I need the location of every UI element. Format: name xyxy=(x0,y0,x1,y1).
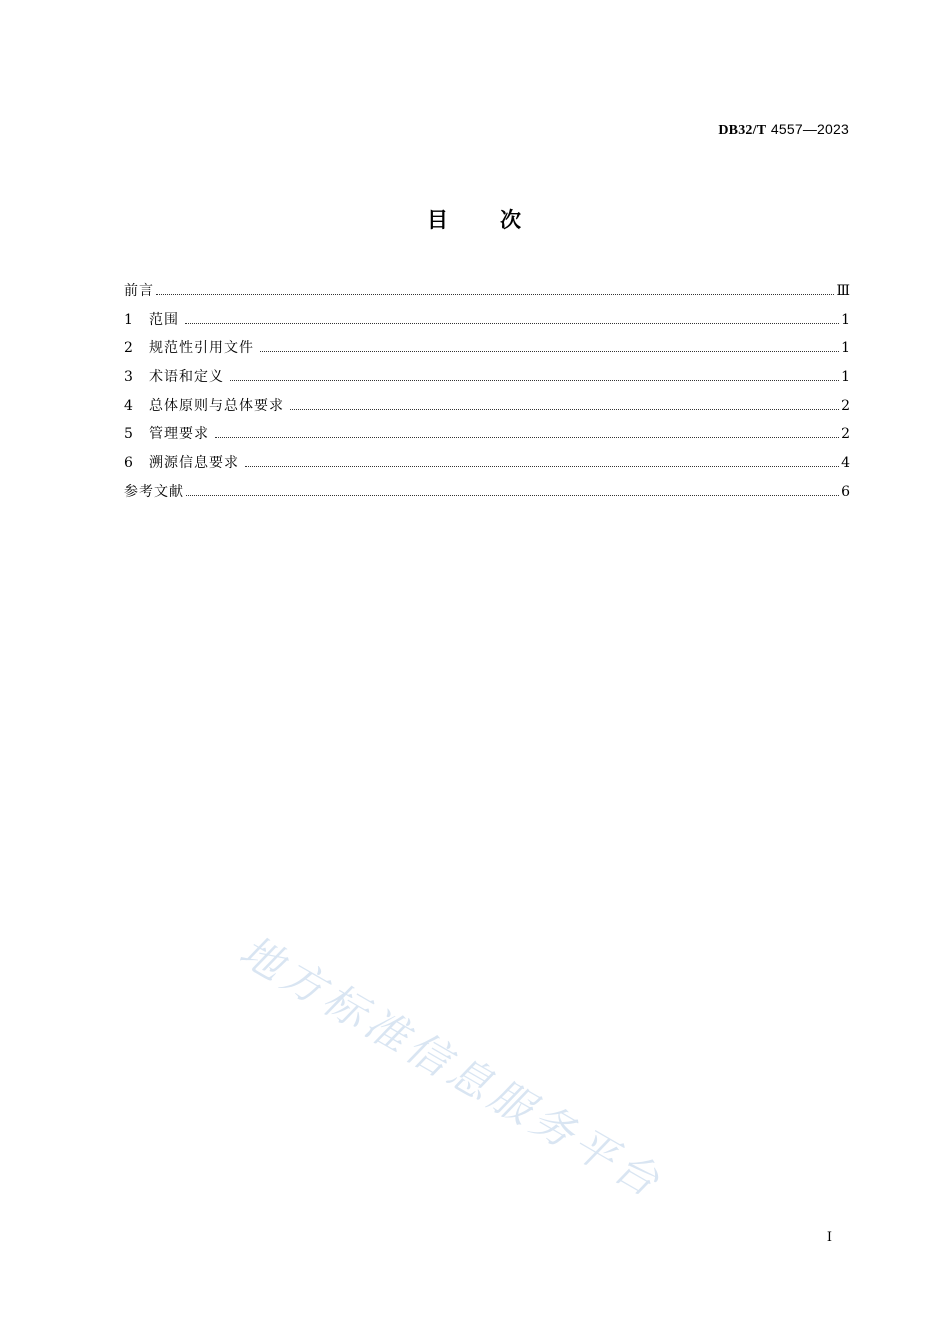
toc-entry-page: 4 xyxy=(841,455,850,472)
toc-entry-page: 2 xyxy=(841,426,850,443)
toc-leader-dots xyxy=(245,466,839,467)
toc-leader-dots xyxy=(290,409,839,410)
standard-number: 4557—2023 xyxy=(770,121,849,137)
toc-entry-page: 2 xyxy=(841,397,850,414)
toc-entry-number: 2 xyxy=(124,340,133,357)
title-char-1: 目 xyxy=(427,208,450,232)
toc-entry-terms-definitions[interactable] xyxy=(124,367,850,396)
table-of-contents xyxy=(124,281,850,511)
standard-code xyxy=(718,121,849,139)
page-title xyxy=(0,204,950,234)
toc-entry-label: 参考文献 xyxy=(124,483,184,500)
toc-leader-dots xyxy=(185,323,839,324)
toc-entry-page: 1 xyxy=(841,311,850,328)
toc-entry-traceability-requirements[interactable] xyxy=(124,453,850,482)
toc-entry-foreword[interactable] xyxy=(124,281,850,310)
toc-entry-label: 规范性引用文件 xyxy=(149,340,254,357)
standard-code-part: 32/T xyxy=(738,123,767,138)
toc-entry-normative-references[interactable] xyxy=(124,338,850,367)
toc-entry-page: 1 xyxy=(841,369,850,386)
toc-entry-scope[interactable] xyxy=(124,310,850,339)
toc-leader-dots xyxy=(156,294,834,295)
toc-entry-label: 总体原则与总体要求 xyxy=(149,397,284,414)
toc-entry-label: 范围 xyxy=(149,311,179,328)
toc-entry-label: 前言 xyxy=(124,283,154,299)
toc-entry-number: 5 xyxy=(124,426,133,443)
toc-entry-page: 6 xyxy=(841,483,850,500)
toc-leader-dots xyxy=(215,437,839,438)
toc-entry-label: 术语和定义 xyxy=(149,369,224,386)
toc-entry-page: 1 xyxy=(841,340,850,357)
standard-prefix: DB xyxy=(718,123,739,138)
toc-leader-dots xyxy=(186,495,839,496)
toc-entry-number: 6 xyxy=(124,455,133,472)
toc-entry-number: 4 xyxy=(124,397,133,414)
page-number: I xyxy=(826,1230,832,1245)
toc-entry-number: 3 xyxy=(124,369,133,386)
toc-leader-dots xyxy=(230,380,839,381)
watermark: 地方标准信息服务平台 xyxy=(231,925,672,1209)
toc-entry-page: Ⅲ xyxy=(836,283,850,299)
title-char-2: 次 xyxy=(500,208,523,232)
toc-entry-bibliography[interactable] xyxy=(124,482,850,511)
toc-entry-label: 管理要求 xyxy=(149,426,209,443)
toc-entry-management-requirements[interactable] xyxy=(124,424,850,453)
toc-entry-label: 溯源信息要求 xyxy=(149,455,239,472)
toc-leader-dots xyxy=(260,351,839,352)
toc-entry-number: 1 xyxy=(124,311,133,328)
toc-entry-general-principles[interactable] xyxy=(124,396,850,425)
